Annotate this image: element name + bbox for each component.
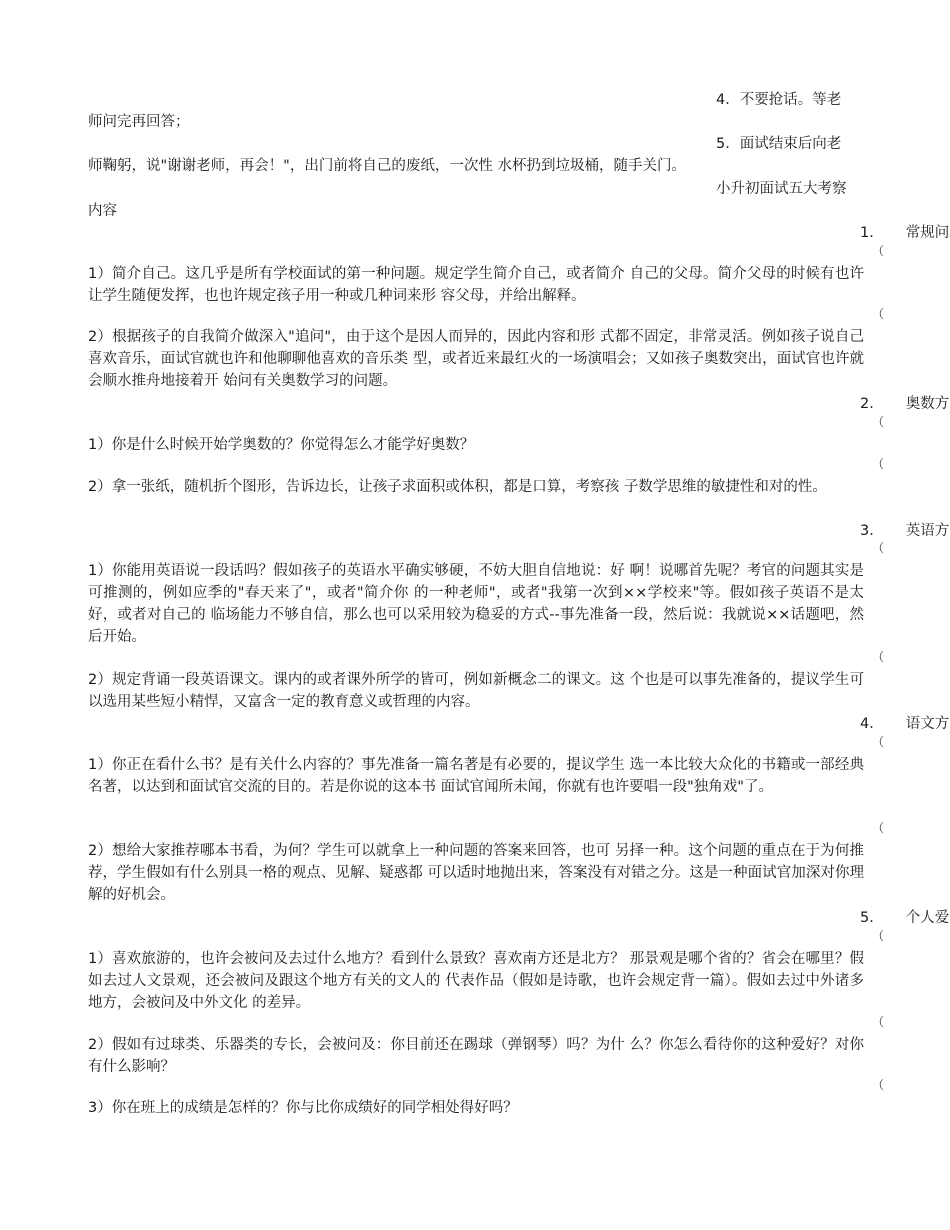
tip-5-line2: 师鞠躬，说"谢谢老师，再会！"，出门前将自己的废纸，一次性 水杯扔到垃圾桶，随手关门。 [88, 158, 686, 174]
paren-mark: （ [872, 244, 885, 258]
section-4-heading [860, 714, 949, 735]
section-5-heading [860, 908, 949, 929]
section-number: 3． [860, 523, 884, 539]
section-4-item-1: 1）你正在看什么书？是有关什么内容的？事先准备一篇名著是有必要的，提议学生 选一本比较大众化的书籍或一部经典名著，以达到和面试官交流的目的。若是你说的这本书 面试官闻所未闻，你就有也许要唱一段"独角戏"了。 [88, 757, 864, 795]
tip-4-line1: 4．不要抢话。等老 [716, 92, 842, 108]
heading-line1: 小升初面试五大考察 [716, 181, 847, 197]
tip-4-line2: 师问完再回答； [88, 114, 190, 130]
section-4-item-2: 2）想给大家推荐哪本书看，为何？学生可以就拿上一种问题的答案来回答，也可 另择一种。这个问题的重点在于为何推荐，学生假如有什么别具一格的观点、见解、疑惑都 可以适时地抛出来，答案没有对错之分。这是一种面试官加深对你理解的好机会。 [88, 843, 864, 903]
section-5-item-3: 3）你在班上的成绩是怎样的？你与比你成绩好的同学相处得好吗？ [88, 1100, 518, 1116]
paren-mark: （ [872, 541, 885, 555]
paren-mark: （ [872, 735, 885, 749]
section-5-item-2: 2）假如有过球类、乐器类的专长，会被问及：你目前还在踢球（弹钢琴）吗？为什 么？你怎么看待你的这种爱好？对你有什么影响？ [88, 1037, 864, 1075]
section-2-heading [860, 394, 949, 415]
section-2-item-2: 2）拿一张纸，随机折个图形，告诉边长，让孩子求面积或体积，都是口算，考察孩 子数学思维的敏捷性和对的性。 [88, 479, 827, 495]
section-number: 4． [860, 716, 884, 732]
section-3-heading [860, 521, 949, 542]
section-number: 2． [860, 396, 884, 412]
tip-5-line1: 5．面试结束后向老 [716, 136, 842, 152]
paren-mark: （ [872, 307, 885, 321]
section-5-item-1: 1）喜欢旅游的，也许会被问及去过什么地方？看到什么景致？喜欢南方还是北方？ 那景观是哪个省的？省会在哪里？假如去过人文景观，还会被问及跟这个地方有关的文人的 代表作品（假如是诗歌，也许会规定背一篇）。假如去过中外诸多地方，会被问及中外文化 的差异。 [88, 951, 864, 1011]
paren-mark: （ [872, 1078, 885, 1092]
paren-mark: （ [872, 1015, 885, 1029]
paren-mark: （ [872, 821, 885, 835]
section-number: 5． [860, 910, 884, 926]
section-title: 奥数方 [905, 396, 950, 412]
section-title: 个人爱 [905, 910, 950, 926]
paren-mark: （ [872, 929, 885, 943]
section-3-item-2: 2）规定背诵一段英语课文。课内的或者课外所学的皆可，例如新概念二的课文。这 个也是可以事先准备的，提议学生可以选用某些短小精悍，又富含一定的教育意义或哲理的内容。 [88, 672, 864, 710]
section-1-item-2: 2）根据孩子的自我简介做深入"追问"，由于这个是因人而异的，因此内容和形 式都不固定，非常灵活。例如孩子说自己喜欢音乐，面试官就也许和他聊聊他喜欢的音乐类 型，或者近来最红火的一场演唱会；又如孩子奥数突出，面试官也许就会顺水推舟地接着开 始问有关奥数学习的问题。 [88, 329, 864, 389]
paren-mark: （ [872, 415, 885, 429]
section-2-item-1: 1）你是什么时候开始学奥数的？你觉得怎么才能学好奥数？ [88, 437, 475, 453]
section-1-item-1: 1）简介自己。这几乎是所有学校面试的第一种问题。规定学生简介自己，或者简介 自己的父母。简介父母的时候有也许让学生随便发挥，也也许规定孩子用一种或几种词来形 容父母，并给出解释。 [88, 266, 864, 304]
section-1-heading [860, 223, 949, 244]
section-number: 1． [860, 225, 884, 241]
heading-line2: 内容 [88, 203, 117, 219]
section-title: 常规问 [905, 225, 950, 241]
section-title: 英语方 [905, 523, 950, 539]
section-3-item-1: 1）你能用英语说一段话吗？假如孩子的英语水平确实够硬，不妨大胆自信地说：好 啊！说哪首先呢？考官的问题其实是可推测的，例如应季的"春天来了"，或者"简介你 的一种老师"，或者"我第一次到××学校来"等。假如孩子英语不是太好，或者对自己的 临场能力不够自信，那么也可以采用较为稳妥的方式--事先准备一段，然后说：我就说××话题吧，然后开始。 [88, 563, 864, 645]
paren-mark: （ [872, 650, 885, 664]
paren-mark: （ [872, 457, 885, 471]
section-title: 语文方 [905, 716, 950, 732]
